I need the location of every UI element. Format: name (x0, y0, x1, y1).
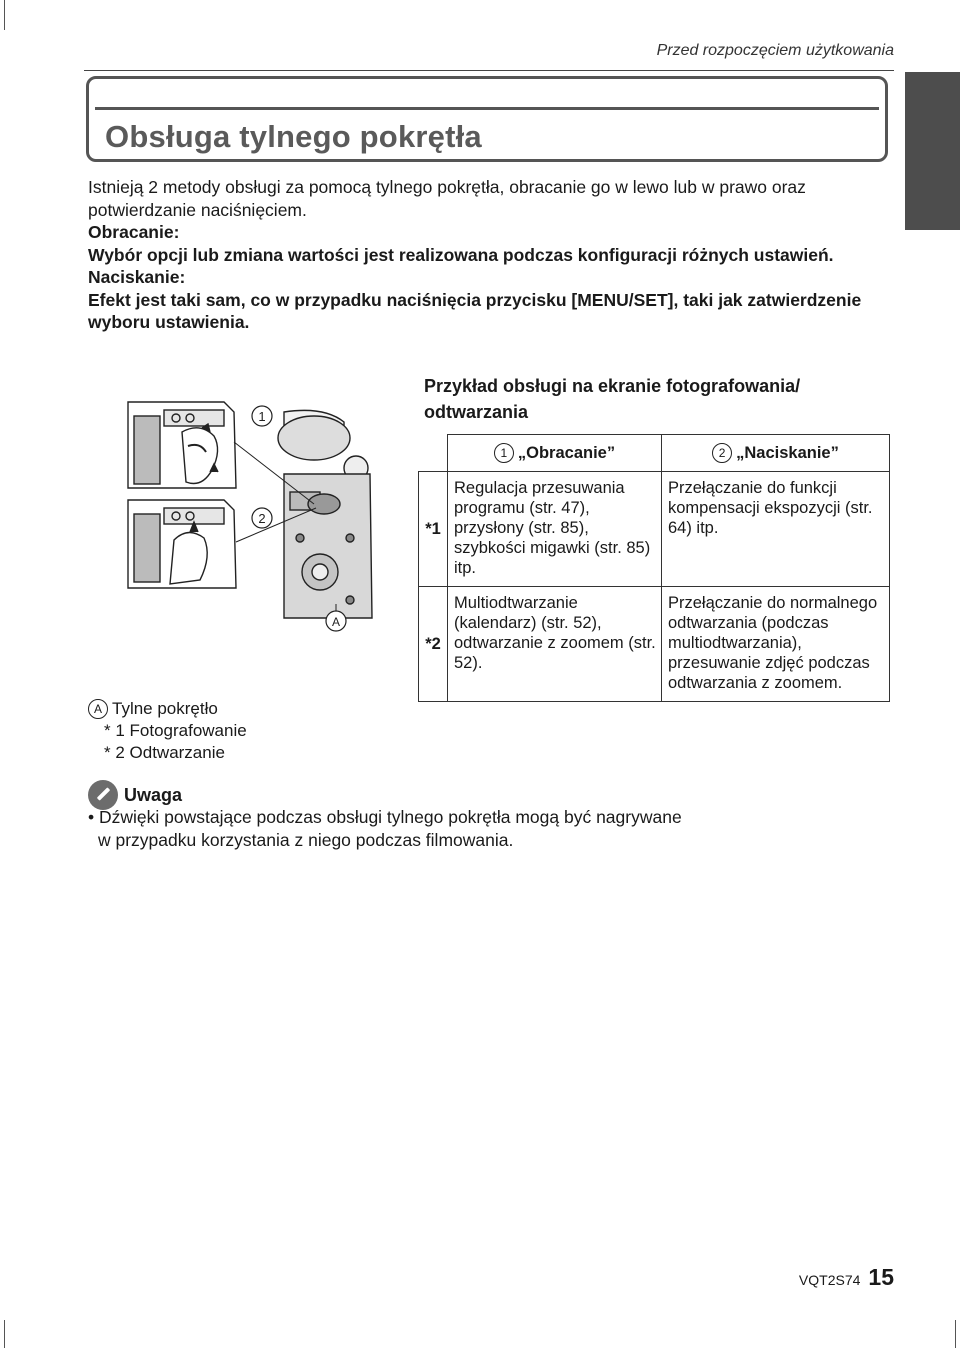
callout-1 (252, 406, 272, 426)
table-row (419, 472, 890, 587)
note-bullet: • Dźwięki powstające podczas obsługi tylnego pokrętła mogą być nagrywane (88, 807, 682, 827)
page-number: 15 (868, 1264, 894, 1290)
col-press-num: 2 (712, 443, 732, 463)
crop-mark (4, 1320, 5, 1348)
legend-a-mark: A (88, 699, 108, 719)
intro-section (88, 176, 878, 334)
row-label: *2 (419, 587, 448, 702)
press-description: Efekt jest taki sam, co w przypadku naciśnięcia przycisku [MENU/SET], taki jak zatwierdzenie wyboru ustawienia. (88, 289, 862, 332)
camera-illustration (124, 392, 374, 664)
col-rotate-label: „Obracanie” (517, 444, 616, 462)
page-footer (799, 1264, 894, 1291)
rotate-description: Wybór opcji lub zmiana wartości jest realizowana podczas konfiguracji różnych ustawień. (88, 244, 834, 265)
header-rule (84, 70, 894, 71)
doc-code: VQT2S74 (798, 1272, 861, 1288)
col-press-header (662, 435, 890, 472)
col-rotate-num: 1 (494, 443, 514, 463)
row-label: *1 (419, 472, 448, 587)
cell-rotate: Regulacja przesuwania programu (str. 47), przysłony (str. 85), szybkości migawki (str. 85) itp. (448, 472, 662, 587)
rotate-heading: Obracanie: (88, 222, 180, 242)
callout-a-label: A (331, 615, 341, 629)
side-tab (905, 72, 960, 230)
inset-rotate (128, 402, 236, 488)
callout-2-label: 2 (258, 511, 266, 526)
intro-paragraph: Istnieją 2 metody obsługi za pomocą tylnego pokrętła, obracanie go w lewo lub w prawo oraz potwierdzanie naciśnięciem. (88, 177, 806, 220)
figure-legend (88, 698, 247, 764)
title-rule (95, 107, 879, 110)
note-heading: Uwaga (124, 784, 183, 805)
example-title: Przykład obsługi na ekranie fotografowania/ odtwarzania (424, 376, 801, 422)
col-rotate-header (448, 435, 662, 472)
operations-table (418, 434, 890, 702)
crop-mark (955, 1320, 956, 1348)
cell-rotate: Multiodtwarzanie (kalendarz) (str. 52), odtwarzanie z zoomem (str. 52). (448, 587, 662, 702)
press-heading: Naciskanie: (88, 267, 186, 287)
page-title: Obsługa tylnego pokrętła (105, 119, 482, 154)
cell-press: Przełączanie do funkcji kompensacji ekspozycji (str. 64) itp. (662, 472, 890, 587)
title-box (86, 76, 888, 162)
note-bullet-cont: w przypadku korzystania z niego podczas filmowania. (98, 830, 514, 850)
crop-mark (4, 0, 5, 30)
note-bullet-text: Dźwięki powstające podczas obsługi tylnego pokrętła mogą być nagrywane (99, 807, 682, 827)
inset-press (128, 500, 236, 588)
legend-star2: * 2 Odtwarzanie (104, 743, 225, 762)
table-corner (419, 435, 448, 472)
note-body (88, 806, 788, 852)
legend-a-text: Tylne pokrętło (112, 699, 218, 718)
callout-1-label: 1 (258, 409, 266, 424)
callout-2 (252, 508, 272, 528)
legend-a (88, 698, 247, 720)
table-row (419, 587, 890, 702)
section-header: Przed rozpoczęciem użytkowania (656, 42, 894, 59)
callout-a (326, 611, 346, 631)
legend-star1: * 1 Fotografowanie (104, 721, 247, 740)
cell-press: Przełączanie do normalnego odtwarzania (podczas multiodtwarzania), przesuwanie zdjęć podczas odtwarzania z zoomem. (662, 587, 890, 702)
table-header-row (419, 435, 890, 472)
col-press-label: „Naciskanie” (736, 444, 839, 462)
